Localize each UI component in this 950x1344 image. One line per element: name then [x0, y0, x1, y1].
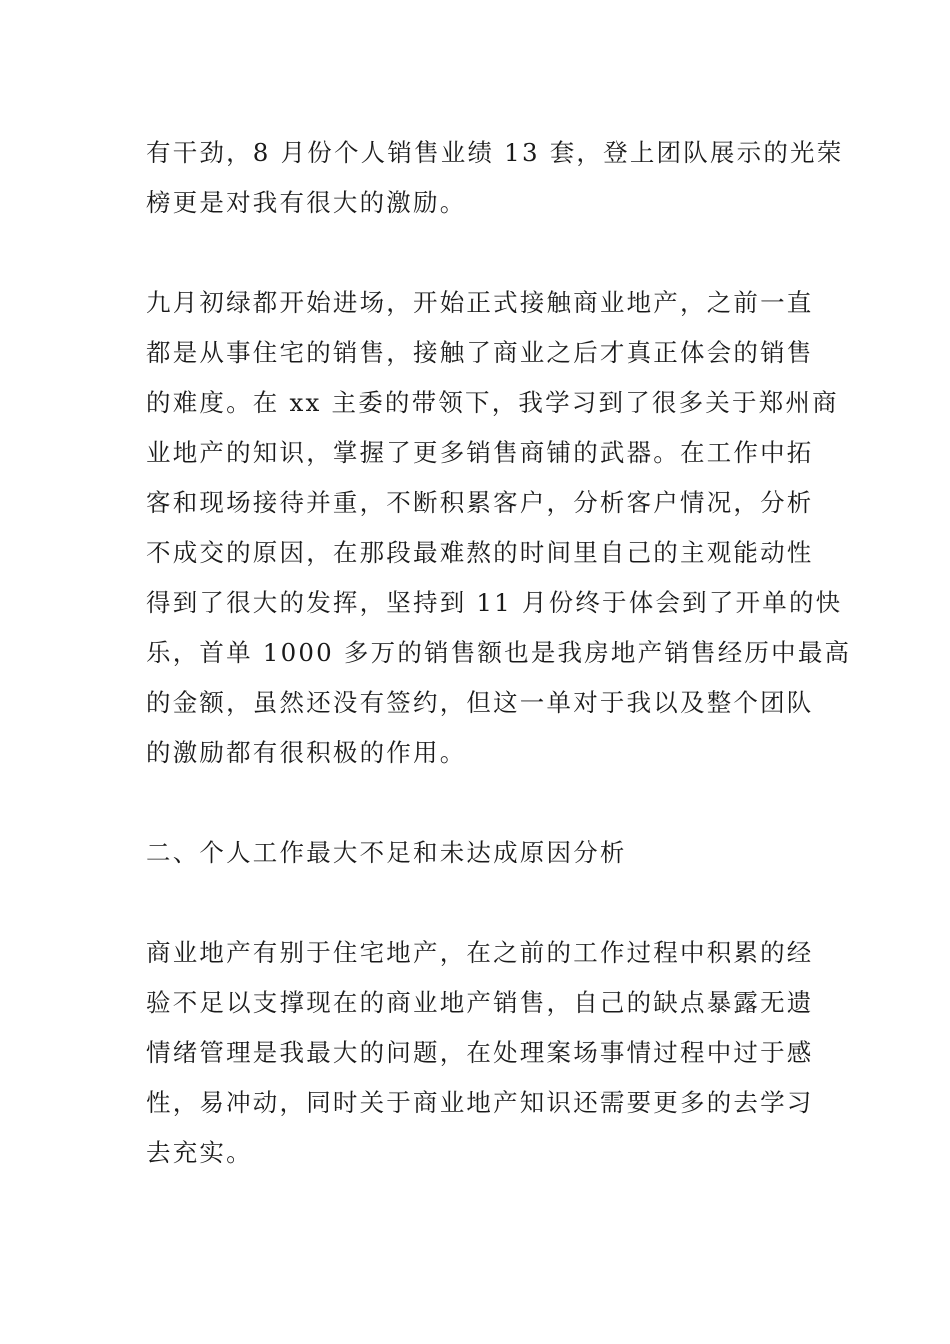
text-line: 有干劲，8 月份个人销售业绩 13 套，登上团队展示的光荣 — [146, 138, 844, 167]
paragraph-commercial-real-estate — [146, 278, 852, 778]
text-line: 情绪管理是我最大的问题，在处理案场事情过程中过于感 — [146, 1038, 814, 1067]
text-line: 都是从事住宅的销售，接触了商业之后才真正体会的销售 — [146, 338, 814, 367]
text-line: 验不足以支撑现在的商业地产销售，自己的缺点暴露无遗 — [146, 988, 814, 1017]
text-line: 性，易冲动，同时关于商业地产知识还需要更多的去学习 — [146, 1088, 814, 1117]
paragraph-shortcomings — [146, 928, 814, 1178]
text-line: 的难度。在 xx 主委的带领下，我学习到了很多关于郑州商 — [146, 388, 839, 417]
text-line: 商业地产有别于住宅地产，在之前的工作过程中积累的经 — [146, 938, 814, 967]
text-line: 的金额，虽然还没有签约，但这一单对于我以及整个团队 — [146, 688, 814, 717]
text-line: 乐，首单 1000 多万的销售额也是我房地产销售经历中最高 — [146, 638, 852, 667]
text-line: 不成交的原因，在那段最难熬的时间里自己的主观能动性 — [146, 538, 814, 567]
paragraph-spacer — [146, 228, 810, 278]
paragraph-sales-performance — [146, 128, 844, 228]
text-line: 的激励都有很积极的作用。 — [146, 738, 467, 767]
text-line: 得到了很大的发挥，坚持到 11 月份终于体会到了开单的快 — [146, 588, 843, 617]
heading-text: 二、个人工作最大不足和未达成原因分析 — [146, 838, 627, 867]
text-line: 九月初绿都开始进场，开始正式接触商业地产，之前一直 — [146, 288, 814, 317]
paragraph-spacer — [146, 778, 810, 828]
text-line: 业地产的知识，掌握了更多销售商铺的武器。在工作中拓 — [146, 438, 814, 467]
text-line: 客和现场接待并重，不断积累客户，分析客户情况，分析 — [146, 488, 814, 517]
document-body — [146, 128, 852, 1178]
text-line: 去充实。 — [146, 1138, 253, 1167]
section-heading — [146, 828, 810, 878]
paragraph-spacer — [146, 878, 810, 928]
text-line: 榜更是对我有很大的激励。 — [146, 188, 467, 217]
